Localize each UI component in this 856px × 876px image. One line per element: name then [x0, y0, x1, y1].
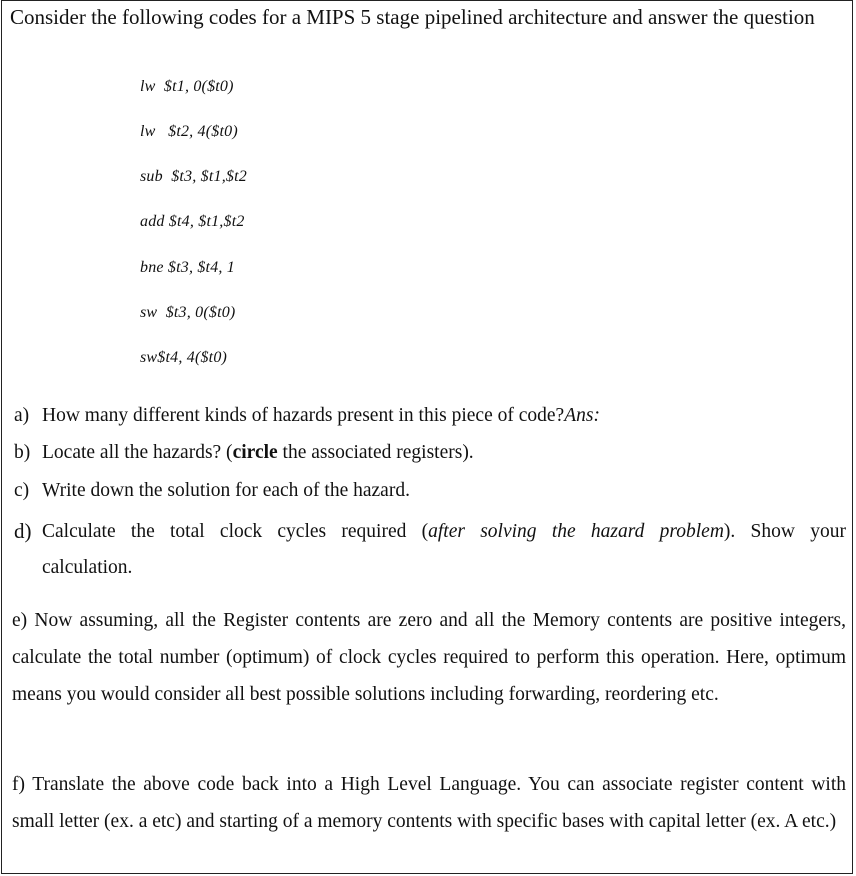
question-c — [14, 480, 410, 502]
question-f: f) Translate the above code back into a High Level Language. You can associate register content with small letter (ex. a etc) and starting of a memory contents with specific bases with capital letter (ex. A etc.) — [12, 774, 846, 832]
question-text: the associated registers). — [277, 442, 474, 463]
code-line: add $t4, $t1,$t2 — [140, 213, 245, 230]
code-line: sub $t3, $t1,$t2 — [140, 168, 247, 185]
question-text: How many different kinds of hazards present in this piece of code? — [42, 405, 565, 426]
question-emphasis: circle — [232, 442, 278, 463]
question-label: b) — [14, 442, 31, 463]
code-line: sw $t3, 0($t0) — [140, 304, 236, 321]
question-a — [14, 405, 600, 427]
question-text: Locate all the hazards? ( — [42, 442, 233, 463]
question-d-continued: calculation. — [42, 557, 133, 578]
code-line: bne $t3, $t4, 1 — [140, 259, 235, 276]
answer-label: Ans: — [564, 405, 600, 426]
question-b — [14, 442, 474, 464]
question-label: a) — [14, 405, 30, 426]
question-text: Write down the solution for each of the hazard. — [42, 480, 410, 501]
question-e: e) Now assuming, all the Register contents are zero and all the Memory contents are positive integers, calculate the total number (optimum) of clock cycles required to perform this operation. Here, optimum means you would consider all best possible solutions including forwarding, reordering etc. — [12, 610, 846, 705]
intro-text: Consider the following codes for a MIPS 5 stage pipelined architecture and answer the question — [10, 5, 815, 29]
question-d — [14, 519, 846, 545]
code-line: lw $t2, 4($t0) — [140, 123, 238, 140]
question-text: Calculate the total clock cycles required ( — [42, 521, 429, 542]
question-label: c) — [14, 480, 30, 501]
question-box — [1, 0, 853, 874]
code-line: lw $t1, 0($t0) — [140, 78, 234, 95]
code-line: sw$t4, 4($t0) — [140, 349, 228, 366]
question-label: d) — [14, 519, 32, 543]
question-emphasis: after solving the hazard problem — [428, 521, 724, 542]
question-text: ). Show your — [723, 521, 846, 542]
